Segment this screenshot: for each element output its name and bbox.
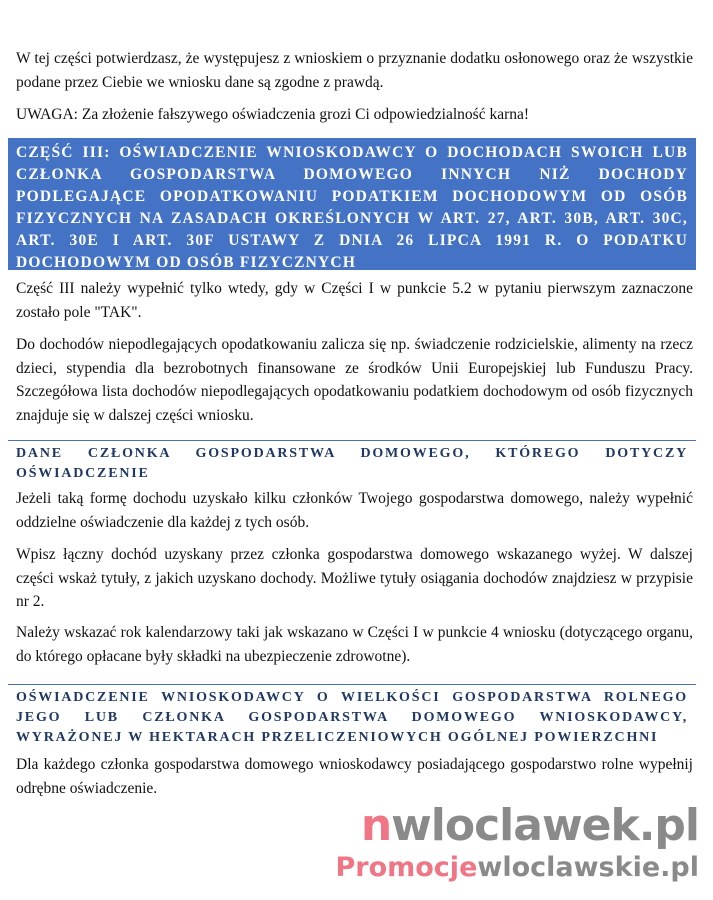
intro-paragraph-confirmation: W tej części potwierdzasz, że występujesz z wnioskiem o przyznanie dodatku osłonowego oraz że wszystkie podane przez Ciebie we wniosku dane są zgodne z prawdą. xyxy=(16,50,693,91)
watermark-logo-line2 xyxy=(335,852,699,883)
member-paragraph-separate-statements: Jeżeli taką formę dochodu uzyskało kilku członków Twojego gospodarstwa domowego, należy wypełnić oddzielne oświadczenie dla każdej z tych osób. xyxy=(16,490,693,531)
farm-section-header: OŚWIADCZENIE WNIOSKODAWCY O WIELKOŚCI GOSPODARSTWA ROLNEGO JEGO LUB CZŁONKA GOSPODARSTWA DOMOWEGO WNIOSKODAWCY, WYRAŻONEJ W HEKTARACH PRZELICZENIOWYCH OGÓLNEJ POWIERZCHNI xyxy=(8,684,696,748)
member-section-header: DANE CZŁONKA GOSPODARSTWA DOMOWEGO, KTÓREGO DOTYCZY OŚWIADCZENIE xyxy=(8,440,696,484)
part3-paragraph-non-taxable-income: Do dochodów niepodlegających opodatkowaniu zalicza się np. świadczenie rodzicielskie, alimenty na rzecz dzieci, stypendia dla bezrobotnych finansowane ze środków Unii Europejskiej lub Funduszu Pracy. Szczegółowa lista dochodów niepodlegających opodatkowaniu podatkiem dochodowym od osób fizycznych znajduje się w dalszej części wniosku. xyxy=(16,336,693,424)
member-paragraph-total-income: Wpisz łączny dochód uzyskany przez członka gospodarstwa domowego wskazanego wyżej. W dalszej części wskaż tytuły, z jakich uzyskano dochody. Możliwe tytuły osiągania dochodów znajdziesz w przypisie nr 2. xyxy=(16,546,693,610)
watermark-logo-line1 xyxy=(361,800,699,851)
part3-header: CZĘŚĆ III: OŚWIADCZENIE WNIOSKODAWCY O DOCHODACH SWOICH LUB CZŁONKA GOSPODARSTWA DOMOWEGO INNYCH NIŻ DOCHODY PODLEGAJĄCE OPODATKOWANIU PODATKIEM DOCHODOWYM OD OSÓB FIZYCZNYCH NA ZASADACH OKREŚLONYCH W ART. 27, ART. 30B, ART. 30C, ART. 30E I ART. 30F USTAWY Z DNIA 26 LIPCA 1991 R. O PODATKU DOCHODOWYM OD OSÓB FIZYCZNYCH xyxy=(8,138,696,270)
farm-paragraph-separate-statement: Dla każdego członka gospodarstwa domowego wnioskodawcy posiadającego gospodarstwo rolne wypełnij odrębne oświadczenie. xyxy=(16,756,693,797)
watermark-line1-prefix: n xyxy=(360,800,392,851)
watermark-line2-domain: wloclawskie.pl xyxy=(477,852,699,883)
watermark-line1-domain: wloclawek.pl xyxy=(391,800,699,851)
watermark-line2-prefix: Promocje xyxy=(335,852,478,883)
member-paragraph-calendar-year: Należy wskazać rok kalendarzowy taki jak wskazano w Części I w punkcie 4 wniosku (dotyczącego organu, do którego opłacane były składki na ubezpieczenie zdrowotne). xyxy=(16,624,693,665)
part3-paragraph-when-to-fill: Część III należy wypełnić tylko wtedy, gdy w Części I w punkcie 5.2 w pytaniu pierwszym zaznaczone zostało pole "TAK". xyxy=(16,280,693,321)
intro-paragraph-warning: UWAGA: Za złożenie fałszywego oświadczenia grozi Ci odpowiedzialność karna! xyxy=(16,106,530,123)
